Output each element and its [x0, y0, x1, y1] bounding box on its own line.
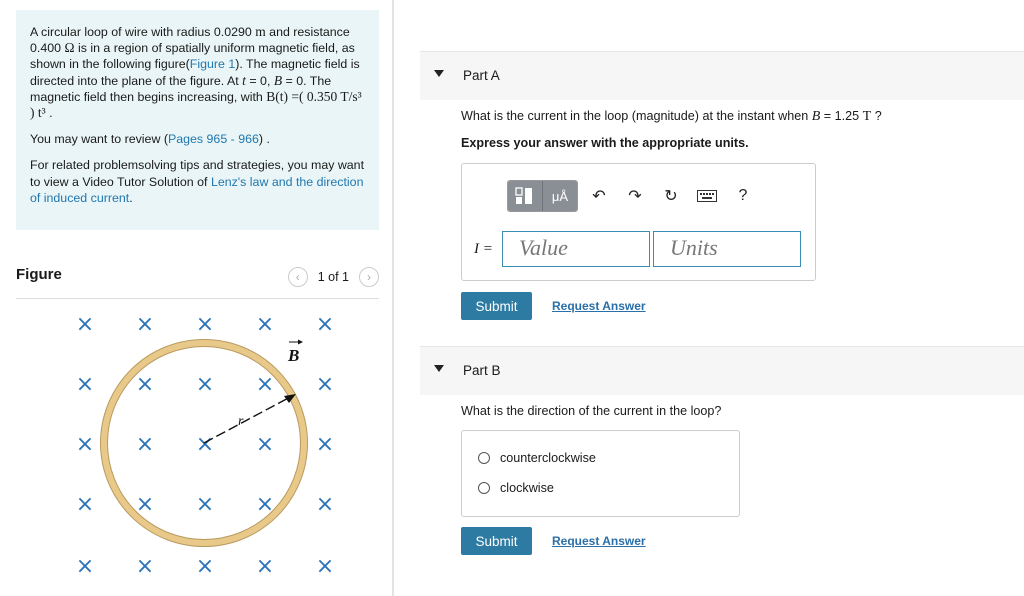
keyboard-icon[interactable]	[692, 181, 722, 211]
figure-header	[16, 262, 379, 299]
field-x-mark: ×	[195, 432, 215, 457]
left-panel	[0, 0, 392, 596]
field-x-mark: ×	[315, 432, 335, 457]
field-x-mark: ×	[195, 554, 215, 579]
field-x-mark: ×	[135, 372, 155, 397]
field-x-mark: ×	[75, 312, 95, 337]
problem-paragraph-1: A circular loop of wire with radius 0.0290 m and resistance 0.400 Ω is in a region of spatially uniform magnetic field, as shown in the following figure(Figure 1). The magnetic field is directed into the plane of the figure. At t = 0, B = 0. The magnetic field then begins increasing, with B(t) =( 0.350 T/s³ ) t³ .	[30, 24, 362, 121]
field-x-mark: ×	[315, 372, 335, 397]
help-button[interactable]: ?	[738, 187, 748, 204]
collapse-triangle-icon[interactable]	[434, 70, 444, 77]
answer-box	[461, 163, 816, 281]
problem-paragraph-2: You may want to review (Pages 965 - 966) .	[30, 132, 270, 147]
radio-button[interactable]	[478, 482, 490, 494]
collapse-triangle-icon[interactable]	[434, 365, 444, 372]
field-x-mark: ×	[315, 554, 335, 579]
template-icon	[515, 187, 535, 205]
toolbar-button-group	[507, 180, 578, 212]
radius-label: r	[238, 414, 244, 429]
part-a-question: What is the current in the loop (magnitude) at the instant when B = 1.25 T ?	[461, 109, 882, 124]
part-a-instruction: Express your answer with the appropriate units.	[461, 136, 749, 150]
units-button-label: μÅ	[551, 188, 569, 204]
field-x-mark: ×	[75, 492, 95, 517]
units-input[interactable]: Units	[653, 231, 801, 267]
choice-box	[461, 430, 740, 517]
field-equation: B(t) =( 0.350 T/s³ ) t³	[30, 88, 362, 121]
units-button[interactable]	[542, 181, 577, 211]
field-x-mark: ×	[255, 432, 275, 457]
pages-link[interactable]: Pages 965 - 966	[167, 132, 259, 147]
option-counterclockwise[interactable]: counterclockwise	[478, 451, 596, 465]
figure-pager	[288, 267, 379, 287]
value-input[interactable]: Value	[502, 231, 650, 267]
radio-button[interactable]	[478, 452, 490, 464]
part-a-request-answer-link[interactable]: Request Answer	[552, 299, 646, 313]
figure-title: Figure	[16, 266, 62, 283]
problem-statement	[16, 10, 379, 230]
part-a-submit-button[interactable]: Submit	[461, 292, 532, 320]
part-b-label: Part B	[463, 363, 501, 378]
field-x-mark: ×	[75, 372, 95, 397]
problem-paragraph-3: For related problemsolving tips and strategies, you may want to view a Video Tutor Solution of Lenz's law and the direction of induced current.	[30, 158, 365, 205]
field-x-mark: ×	[135, 554, 155, 579]
field-vector-arrowhead	[298, 340, 303, 345]
part-b-header[interactable]	[420, 346, 1024, 395]
input-label: I =	[474, 240, 493, 257]
pager-text: 1 of 1	[317, 270, 349, 284]
field-x-mark: ×	[315, 312, 335, 337]
figure-link[interactable]: Figure 1	[189, 57, 236, 72]
field-x-mark: ×	[75, 554, 95, 579]
field-x-mark: ×	[195, 492, 215, 517]
field-x-mark: ×	[255, 372, 275, 397]
field-x-mark: ×	[195, 372, 215, 397]
field-x-mark: ×	[315, 492, 335, 517]
field-x-mark: ×	[135, 492, 155, 517]
undo-icon[interactable]: ↶	[592, 188, 606, 205]
option-clockwise[interactable]: clockwise	[478, 481, 554, 495]
part-b-request-answer-link[interactable]: Request Answer	[552, 534, 646, 548]
chevron-left-icon[interactable]: ‹	[288, 267, 308, 287]
radius-line	[204, 395, 294, 443]
field-x-mark: ×	[255, 312, 275, 337]
field-x-mark: ×	[135, 312, 155, 337]
field-x-mark: ×	[255, 554, 275, 579]
loop-figure	[60, 306, 360, 596]
reset-icon[interactable]: ↻	[664, 188, 678, 205]
redo-icon[interactable]: ↷	[628, 188, 642, 205]
input-row	[474, 231, 801, 267]
field-x-mark: ×	[135, 432, 155, 457]
right-panel	[394, 0, 1024, 596]
math-toolbar	[507, 180, 758, 212]
part-b-submit-button[interactable]: Submit	[461, 527, 532, 555]
chevron-right-icon[interactable]: ›	[359, 267, 379, 287]
part-a-header[interactable]	[420, 51, 1024, 100]
field-x-mark: ×	[255, 492, 275, 517]
video-tutor-link[interactable]: Lenz's law and the direction of induced current	[30, 174, 364, 205]
field-x-mark: ×	[75, 432, 95, 457]
part-b-question: What is the direction of the current in the loop?	[461, 404, 722, 418]
field-label: B	[288, 346, 300, 365]
field-x-mark: ×	[195, 312, 215, 337]
template-button[interactable]	[508, 181, 542, 211]
part-a-label: Part A	[463, 68, 500, 83]
